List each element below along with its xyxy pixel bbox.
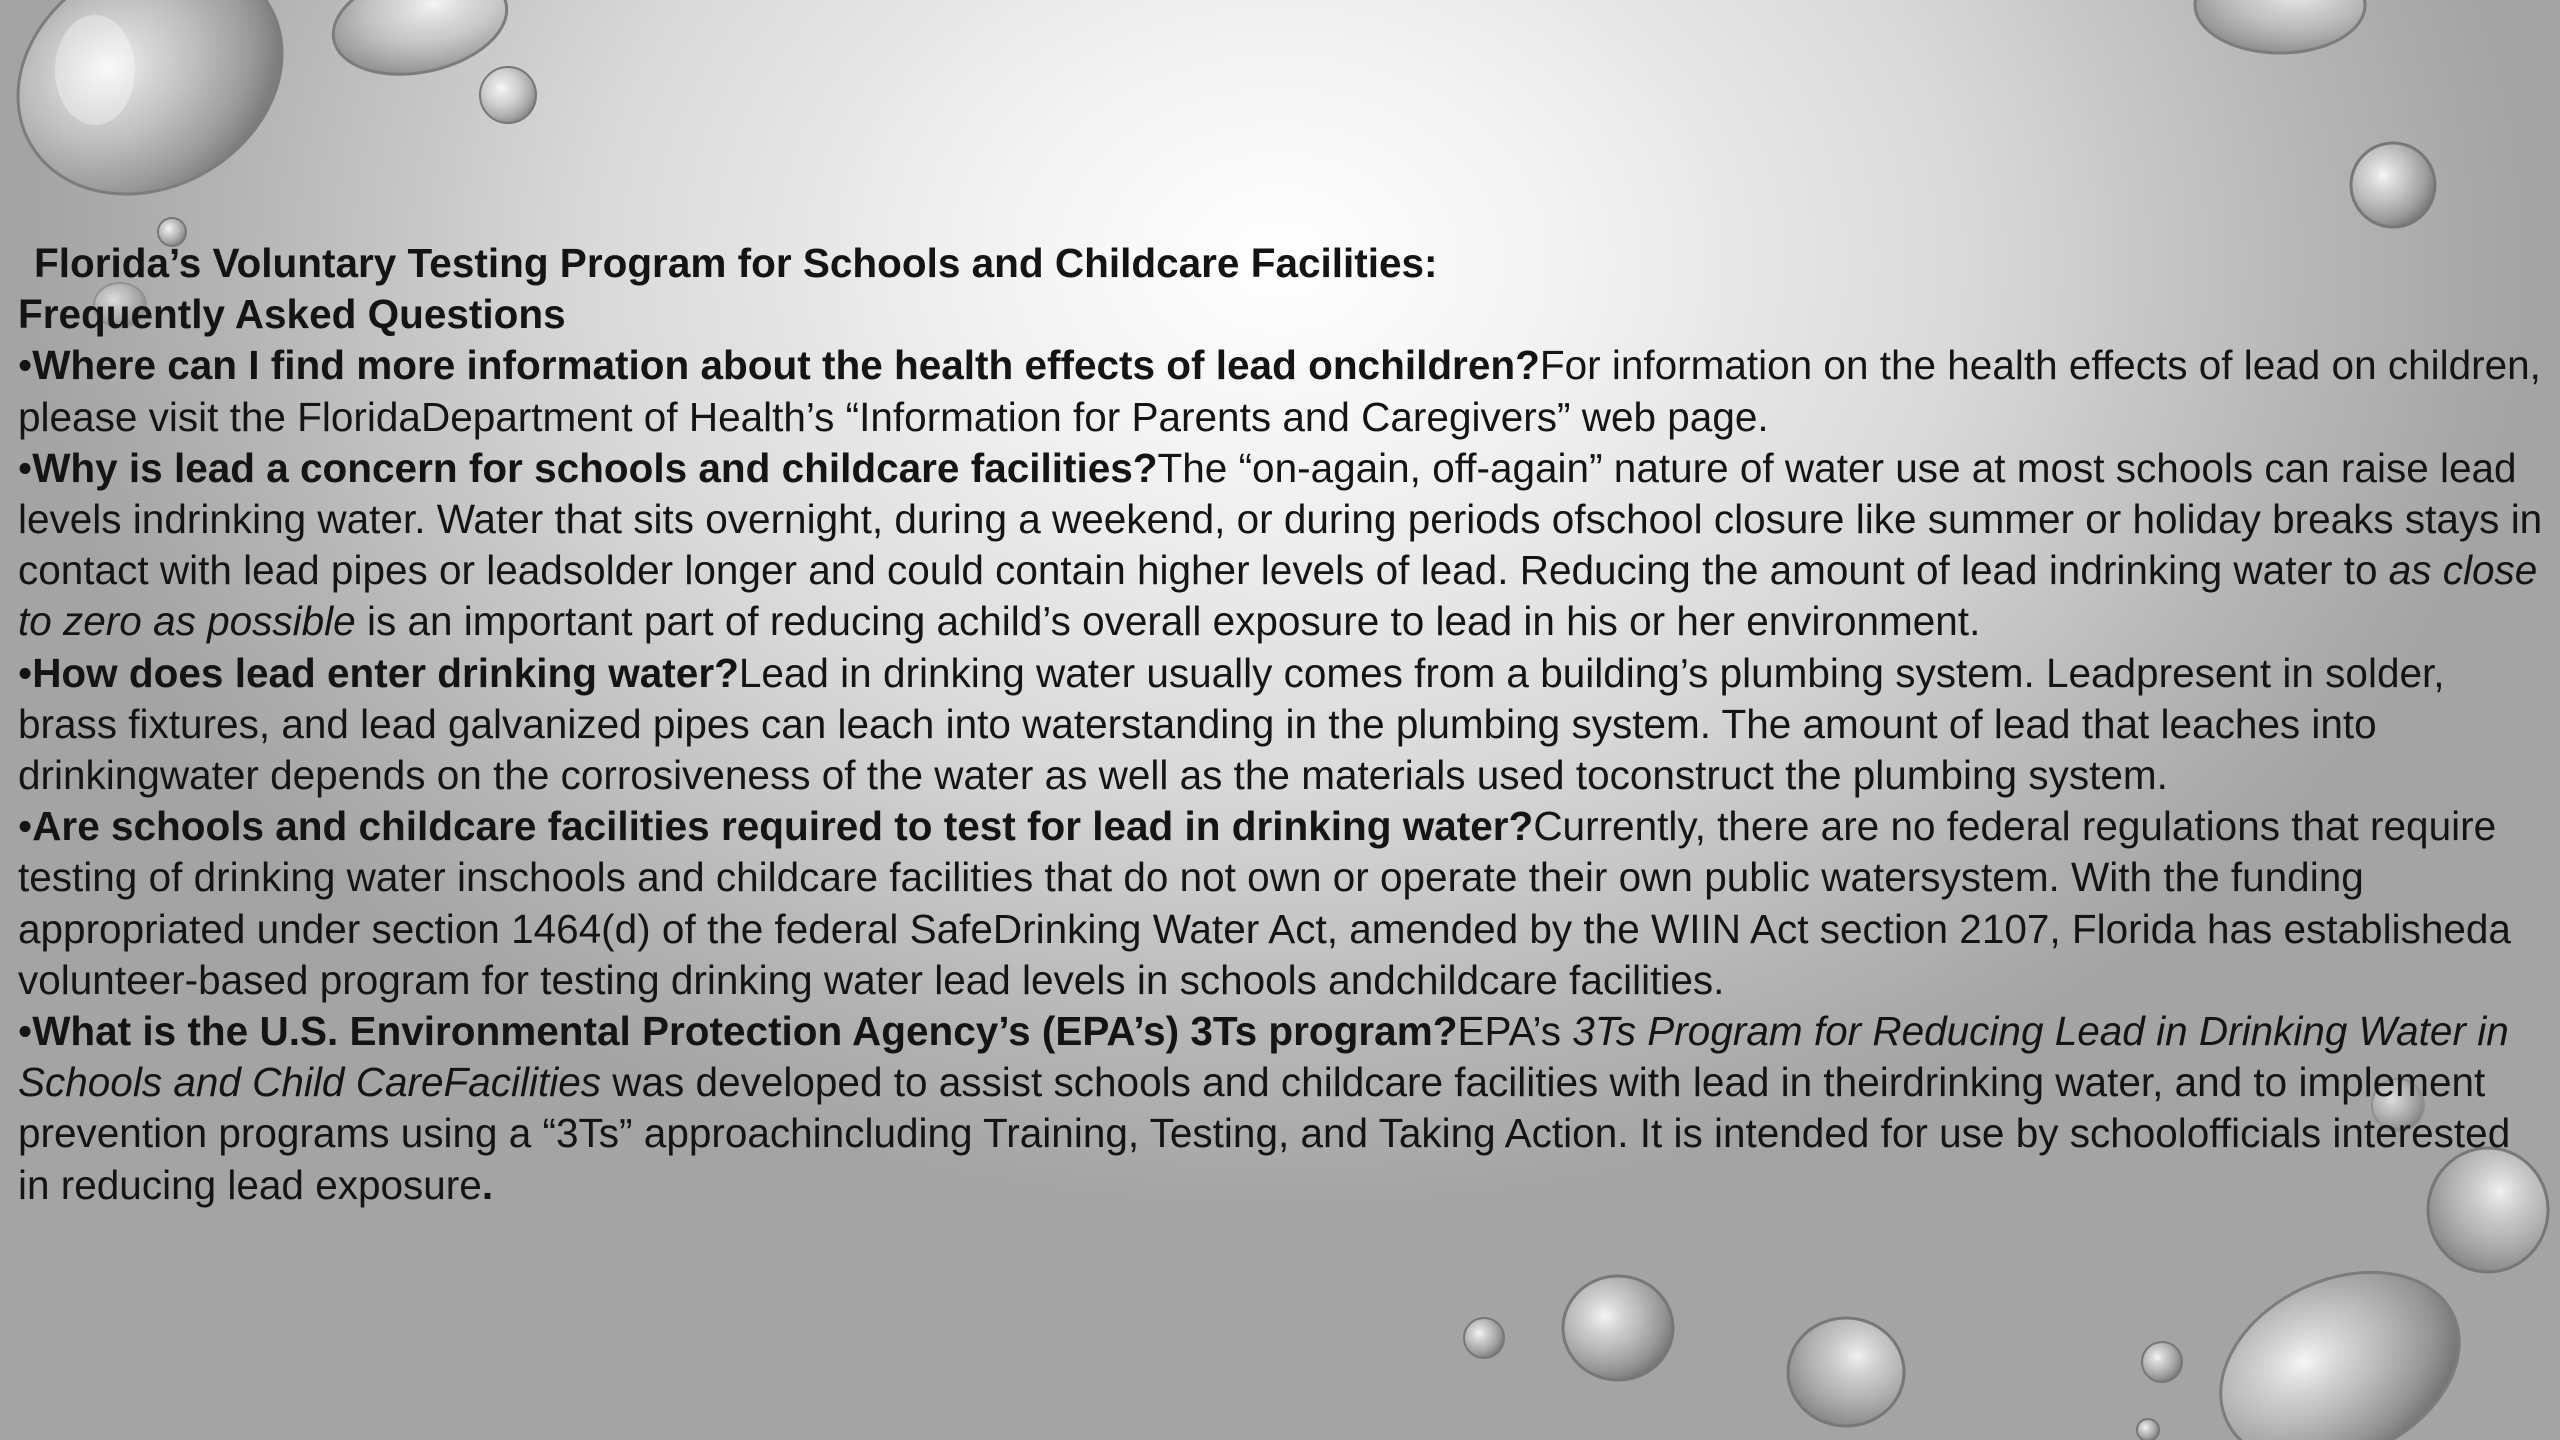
faq-question: How does lead enter drinking water?	[32, 649, 739, 696]
faq-item	[18, 801, 2548, 1006]
bullet: •	[18, 803, 33, 850]
faq-answer: EPA’s	[1457, 1008, 1573, 1055]
faq-question: Are schools and childcare facilities required to test for lead in drinking water?	[32, 803, 1534, 850]
droplet	[2142, 1342, 2182, 1382]
slide-title: Florida’s Voluntary Testing Program for Schools and Childcare Facilities:	[34, 240, 1438, 286]
droplet	[2137, 1419, 2159, 1440]
faq-item	[18, 340, 2548, 442]
droplet	[2190, 1235, 2491, 1440]
faq-answer: For information on the health effects of lead on children, please visit the FloridaDepartment of Health’s “Information for Parents and Caregivers” web page.	[18, 342, 2541, 440]
droplet	[1563, 1276, 1673, 1380]
bullet: •	[18, 444, 33, 491]
droplet	[1788, 1318, 1904, 1426]
bullet: •	[18, 1008, 33, 1055]
faq-answer-end: .	[481, 1161, 494, 1208]
faq-item	[18, 1006, 2548, 1211]
faq-answer: Lead in drinking water usually comes from a building’s plumbing system. Leadpresent in solder, brass fixtures, and lead galvanized pipes can leach into waterstanding in the plumbing system. The amount of lead that leaches into drinkingwater depends on the corrosiveness of the water as well as the materials used toconstruct the plumbing system.	[18, 649, 2445, 799]
faq-question: Why is lead a concern for schools and childcare facilities?	[32, 444, 1158, 491]
faq-question: Where can I find more information about the health effects of lead onchildren?	[32, 342, 1540, 389]
droplet	[1464, 1318, 1504, 1358]
droplet	[2195, 0, 2365, 53]
bullet: •	[18, 649, 33, 696]
bullet: •	[18, 342, 33, 389]
droplet	[2351, 143, 2435, 227]
faq-text-block	[18, 238, 2548, 1211]
faq-answer-emphasis: 3Ts Program for Reducing Lead in Drinking Water in Schools and Child CareFacilities	[18, 1008, 2509, 1106]
faq-answer-continued: is an important part of reducing achild’s overall exposure to lead in his or her environment.	[355, 598, 1981, 645]
faq-answer: Currently, there are no federal regulations that require testing of drinking water inschools and childcare facilities that do not own or operate their own public watersystem. With the funding appropriated under section 1464(d) of the federal SafeDrinking Water Act, amended by the WIIN Act section 2107, Florida has establisheda volunteer-based program for testing drinking water lead levels in schools andchildcare facilities.	[18, 803, 2511, 1003]
faq-answer-emphasis: as close to zero as possible	[18, 547, 2538, 645]
faq-item	[18, 648, 2548, 802]
faq-answer-continued: was developed to assist schools and childcare facilities with lead in theirdrinking water, and to implement prevention programs using a “3Ts” approachincluding Training, Testing, and Taking Action. It is intended for use by schoolofficials interested in reducing lead exposure	[18, 1059, 2511, 1208]
droplet	[0, 0, 326, 241]
slide-subtitle: Frequently Asked Questions	[18, 291, 566, 338]
droplet	[480, 67, 536, 123]
faq-answer: The “on-again, off-again” nature of water use at most schools can raise lead levels indrinking water. Water that sits overnight, during a weekend, or during periods ofschool closure like summer or holiday breaks stays in contact with lead pipes or leadsolder longer and could contain higher levels of lead. Reducing the amount of lead indrinking water to	[18, 444, 2543, 594]
faq-question: What is the U.S. Environmental Protection Agency’s (EPA’s) 3Ts program?	[32, 1008, 1458, 1055]
faq-item	[18, 443, 2548, 648]
